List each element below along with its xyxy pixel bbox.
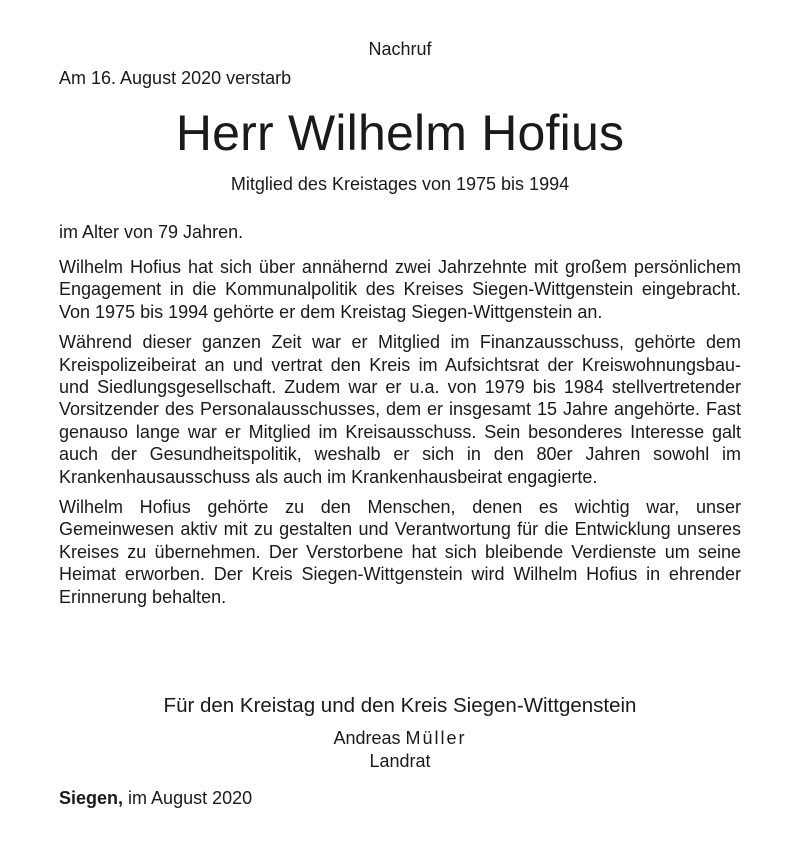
signer-first-name: Andreas: [333, 728, 401, 748]
death-date-line: Am 16. August 2020 verstarb: [59, 68, 292, 88]
place-date-line: [59, 787, 252, 809]
body-paragraph: Wilhelm Hofius gehörte zu den Menschen, denen es wichtig war, unser Gemeinwesen aktiv mit zu gestalten und Verantwortung für die Entwicklung unseres Kreises zu übernehmen. Der Verstorbene hat sich bleibende Verdienste um seine Heimat erworben. Der Kreis Siegen-Wittgenstein wird Wilhelm Hofius in ehrender Erinnerung behalten.: [59, 497, 741, 607]
date: im August 2020: [128, 788, 253, 808]
place: Siegen,: [59, 788, 124, 808]
body-paragraph: Wilhelm Hofius hat sich über annähernd zwei Jahrzehnte mit großem persönlichem Engagement in die Kommunalpolitik des Kreises Siegen-Wittgenstein eingebracht. Von 1975 bis 1994 gehörte er dem Kreistag Siegen-Wittgenstein an.: [59, 257, 741, 322]
notice-heading: Nachruf: [368, 39, 432, 59]
closing-line: Für den Kreistag und den Kreis Siegen-Wittgenstein: [163, 694, 637, 717]
age-line: im Alter von 79 Jahren.: [59, 222, 244, 242]
body-paragraph: Während dieser ganzen Zeit war er Mitglied im Finanzausschuss, gehörte dem Kreispolizeibeirat an und vertrat den Kreis im Aufsichtsrat der Kreiswohnungsbau- und Siedlungsgesellschaft. Zudem war er u.a. von 1979 bis 1984 stellvertretender Vorsitzender des Personalausschusses, dem er insgesamt 15 Jahre angehörte. Fast genauso lange war er Mitglied im Kreisausschuss. Sein besonderes Interesse galt auch der Gesundheitspolitik, weshalb er sich in den 80er Jahren sowohl im Krankenhausausschuss als auch im Krankenhausbeirat engagierte.: [59, 332, 741, 487]
signer-last-name: Müller: [405, 728, 467, 748]
deceased-name: Herr Wilhelm Hofius: [175, 105, 625, 161]
membership-line: Mitglied des Kreistages von 1975 bis 1994: [230, 174, 570, 194]
obituary-body: [59, 256, 741, 616]
signer-name: [0, 727, 800, 749]
signer-title: Landrat: [369, 751, 431, 771]
